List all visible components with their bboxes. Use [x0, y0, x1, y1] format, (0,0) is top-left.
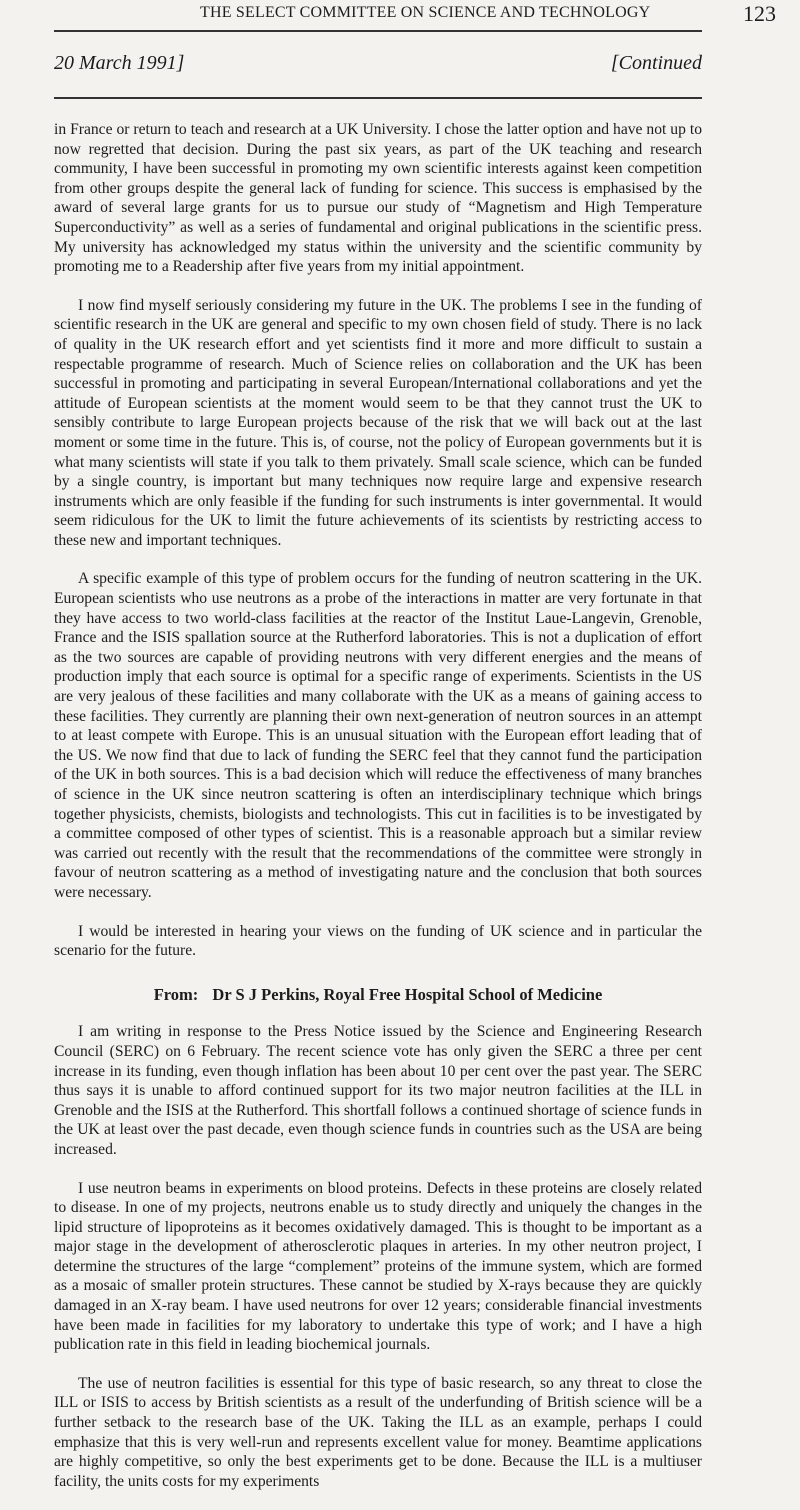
continued-label: [Continued: [610, 52, 702, 74]
body-text: [54, 120, 702, 1510]
from-heading: [54, 985, 702, 1005]
header-rule-top: [54, 30, 702, 32]
paragraph: I now find myself seriously considering my future in the UK. The problems I see in the funding of scientific research in the UK are general and specific to my own chosen field of study. There is no lack of quality in the UK research effort and yet scientists find it more and more difficult to sustain a respectable programme of research. Much of Science relies on collaboration and the UK has been successful in promoting and participating in several European/International collaborations and yet the attitude of European scientists at the moment would seem to be that they cannot trust the UK to sensibly contribute to large European projects because of the risk that we will back out at the last moment or some time in the future. This is, of course, not the policy of European governments but it is what many scientists will state if you talk to them privately. Small scale science, which can be funded by a single country, is important but many techniques now require large and expensive research instruments which are only feasible if the funding for such instruments is inter governmental. It would seem ridiculous for the UK to limit the future achievements of its scientists by restricting access to these new and important techniques.: [54, 296, 702, 549]
running-title: THE SELECT COMMITTEE ON SCIENCE AND TECHNOLOGY: [200, 4, 651, 21]
page-number: 123: [743, 1, 776, 26]
from-label: From:: [153, 984, 199, 1004]
paragraph: The use of neutron facilities is essential for this type of basic research, so any threat to close the ILL or ISIS to access by British scientists as a result of the underfunding of British science will be a further setback to the research base of the UK. Taking the ILL as an example, perhaps I could emphasize that this is very well-run and represents excellent value for money. Beamtime applications are highly competitive, so only the best experiments get to be done. Because the ILL is a multiuser facility, the units costs for my experiments: [54, 1374, 702, 1490]
date-line: [54, 52, 702, 75]
paragraph: I would be interested in hearing your views on the funding of UK science and in particular the scenario for the future.: [54, 922, 702, 960]
sitting-date: 20 March 1991]: [54, 52, 185, 74]
paragraph: I am writing in response to the Press Notice issued by the Science and Engineering Research Council (SERC) on 6 February. The recent science vote has only given the SERC a three per cent increase in its funding, even though inflation has been about 10 per cent over the past year. The SERC thus says it is unable to afford continued support for its two major neutron facilities at the ILL in Grenoble and the ISIS at the Rutherford. This shortfall follows a continued shortage of science funds in the UK at least over the past decade, even though science funds in countries such as the USA are being increased.: [54, 1023, 702, 1158]
paragraph: I use neutron beams in experiments on blood proteins. Defects in these proteins are closely related to disease. In one of my projects, neutrons enable us to study directly and uniquely the changes in the lipid structure of lipoproteins as it becomes oxidatively damaged. This is thought to be important as a major stage in the development of atherosclerotic plaques in arteries. In my other neutron project, I determine the structures of the large “complement” proteins of the immune system, which are formed as a mosaic of smaller protein structures. These cannot be studied by X-rays because they are quickly damaged in an X-ray beam. I have used neutrons for over 12 years; considerable financial investments have been made in facilities for my laboratory to undertake this type of work; and I have a high publication rate in this field in leading biochemical journals.: [54, 1179, 702, 1354]
paragraph: A specific example of this type of problem occurs for the funding of neutron scattering in the UK. European scientists who use neutrons as a probe of the interactions in matter are very fortunate in that they have access to two world-class facilities at the reactor of the Institut Laue-Langevin, Grenoble, France and the ISIS spallation source at the Rutherford laboratories. This is not a duplication of effort as the two sources are capable of providing neutrons with very different energies and the means of production imply that each source is optimal for a specific range of experiments. Scientists in the US are very jealous of these facilities and many collaborate with the UK as a means of gaining access to these facilities. They currently are planning their own next-generation of neutron sources in an attempt to at least compete with Europe. This is an unusual situation with the European effort leading that of the US. We now find that due to lack of funding the SERC feel that they cannot fund the participation of the UK in both sources. This is a bad decision which will reduce the effectiveness of many branches of science in the UK since neutron scattering is often an interdisciplinary technique which brings together physicists, chemists, biologists and technologists. This cut in facilities is to be investigated by a committee composed of other types of scientist. This is a reasonable approach but a similar review was carried out recently with the result that the recommendations of the committee were strongly in favour of neutron scattering as a method of investigating nature and the conclusion that both sources were necessary.: [54, 570, 702, 901]
header-rule-bottom: [54, 97, 702, 99]
paragraph: in France or return to teach and research at a UK University. I chose the latter option and have not up to now regretted that decision. During the past six years, as part of the UK teaching and research community, I have been successful in promoting my own scientific interests against keen competition from other groups despite the general lack of funding for science. This success is emphasised by the award of several large grants for us to pursue our study of “Magnetism and High Temperature Superconductivity” as well as a series of fundamental and original publications in the scientific press. My university has acknowledged my status within the university and the scientific community by promoting me to a Readership after five years from my initial appointment.: [54, 121, 702, 276]
from-name: Dr S J Perkins, Royal Free Hospital School of Medicine: [212, 984, 603, 1004]
